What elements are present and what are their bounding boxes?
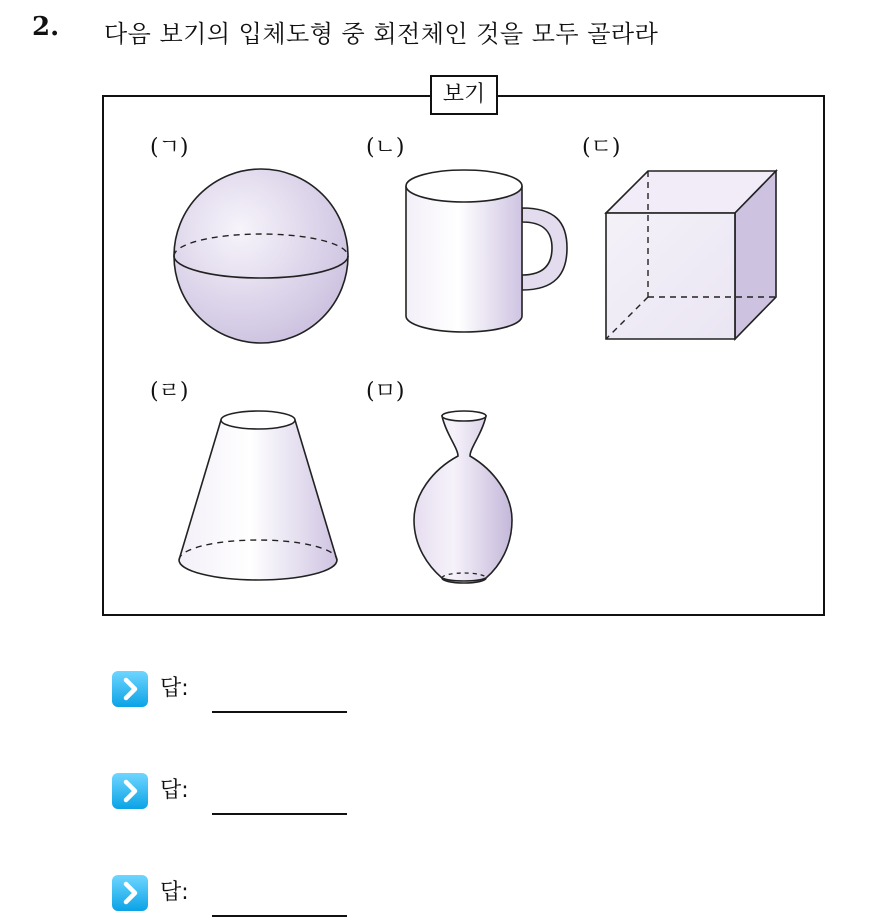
question-text: 다음 보기의 입체도형 중 회전체인 것을 모두 골라라 xyxy=(104,20,659,48)
answer-label: 답: xyxy=(160,676,189,701)
frustum-icon xyxy=(179,411,337,580)
chevron-right-icon xyxy=(112,875,148,911)
answer-blank[interactable] xyxy=(212,915,347,917)
chevron-right-icon xyxy=(112,773,148,809)
shape-label-3: (ㄷ) xyxy=(582,135,621,160)
shape-label-1: (ㄱ) xyxy=(150,135,189,160)
shape-label-5: (ㅁ) xyxy=(366,379,405,404)
cube-icon xyxy=(606,171,776,339)
vase-icon xyxy=(414,411,512,583)
answer-blank[interactable] xyxy=(212,711,347,713)
answer-label: 답: xyxy=(160,778,189,803)
question-number: 2. xyxy=(32,12,60,42)
answer-blank[interactable] xyxy=(212,813,347,815)
chevron-right-icon xyxy=(112,671,148,707)
mug-icon xyxy=(406,170,567,332)
answer-label: 답: xyxy=(160,880,189,905)
example-box-label: 보기 xyxy=(430,75,498,115)
sphere-icon xyxy=(174,169,348,343)
shape-label-4: (ㄹ) xyxy=(150,379,189,404)
shape-label-2: (ㄴ) xyxy=(366,135,405,160)
